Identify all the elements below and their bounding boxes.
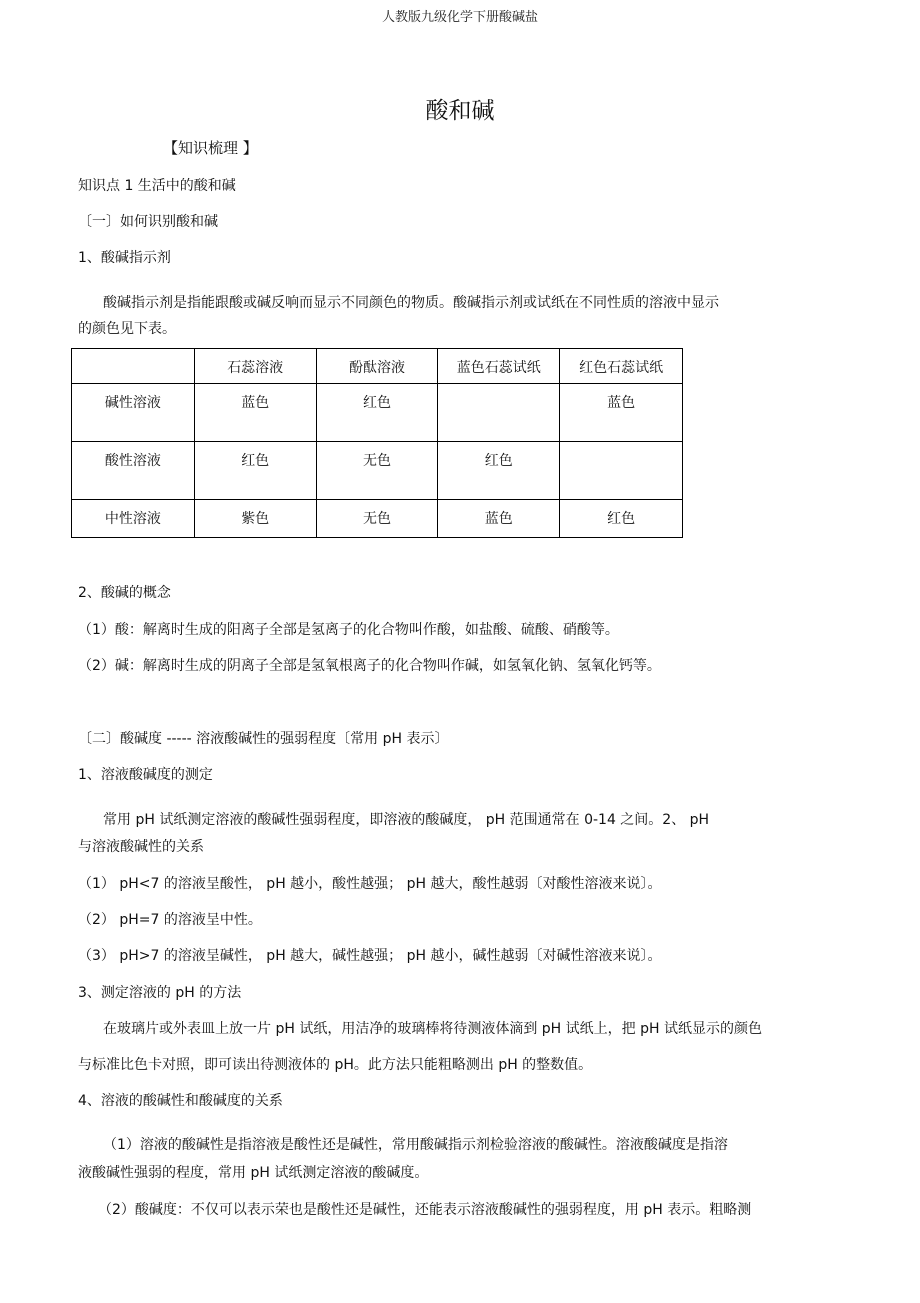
indicator-color-table (71, 348, 683, 538)
acid-definition: （1）酸：解离时生成的阳离子全部是氢离子的化合物叫作酸，如盐酸、硫酸、硝酸等。 (78, 622, 619, 638)
ph-relation-basic: （3） pH>7 的溶液呈碱性， pH 越大，碱性越强； pH 越小，碱性越弱〔对碱性溶液来说〕。 (78, 948, 662, 964)
ph-relation-neutral: （2） pH=7 的溶液呈中性。 (78, 912, 262, 928)
table-header-cell: 酚酞溶液 (316, 349, 438, 384)
ph-item-4: 4、溶液的酸碱性和酸碱度的关系 (78, 1093, 283, 1109)
subsection-2: 〔二〕酸碱度 ----- 溶液酸碱性的强弱程度〔常用 pH 表示〕 (78, 731, 449, 747)
table-cell: 蓝色 (438, 500, 560, 538)
table-cell: 无色 (316, 442, 438, 500)
table-cell: 红色 (560, 500, 683, 538)
item-concepts: 2、酸碱的概念 (78, 585, 171, 601)
item-indicators: 1、酸碱指示剂 (78, 250, 171, 266)
table-cell: 蓝色 (560, 384, 683, 442)
table-cell: 无色 (316, 500, 438, 538)
table-row (72, 442, 683, 500)
table-cell: 碱性溶液 (72, 384, 195, 442)
indicator-paragraph-line2: 的颜色见下表。 (78, 321, 176, 337)
method-line1: 在玻璃片或外表皿上放一片 pH 试纸，用洁净的玻璃棒将待测液体滴到 pH 试纸上，把 pH 试纸显示的颜色 (103, 1021, 762, 1037)
table-cell: 紫色 (194, 500, 316, 538)
indicator-paragraph-line1: 酸碱指示剂是指能跟酸或碱反响而显示不同颜色的物质。酸碱指示剂或试纸在不同性质的溶液中显示 (103, 295, 719, 311)
table-row (72, 384, 683, 442)
ph-item-1: 1、溶液酸碱度的测定 (78, 767, 213, 783)
ph-paragraph-line1: 常用 pH 试纸测定溶液的酸碱性强弱程度，即溶液的酸碱度， pH 范围通常在 0-14 之间。2、 pH (103, 812, 710, 828)
page-title: 酸和碱 (425, 98, 495, 124)
relation-paragraph1-line2: 液酸碱性强弱的程度，常用 pH 试纸测定溶液的酸碱度。 (78, 1165, 429, 1181)
table-cell: 中性溶液 (72, 500, 195, 538)
table-cell (438, 384, 560, 442)
relation-paragraph1-line1: （1）溶液的酸碱性是指溶液是酸性还是碱性，常用酸碱指示剂检验溶液的酸碱性。溶液酸碱度是指溶 (103, 1137, 728, 1153)
page-header: 人教版九级化学下册酸碱盐 (381, 10, 538, 25)
table-header-cell: 蓝色石蕊试纸 (438, 349, 560, 384)
ph-paragraph-line2: 与溶液酸碱性的关系 (78, 839, 204, 855)
table-row (72, 500, 683, 538)
table-cell: 红色 (316, 384, 438, 442)
table-cell: 蓝色 (194, 384, 316, 442)
table-cell: 酸性溶液 (72, 442, 195, 500)
table-header-cell (72, 349, 195, 384)
table-cell (560, 442, 683, 500)
table-header-cell: 红色石蕊试纸 (560, 349, 683, 384)
knowledge-point-1: 知识点 1 生活中的酸和碱 (78, 178, 236, 194)
subsection-1: 〔一〕如何识别酸和碱 (78, 214, 218, 230)
table-cell: 红色 (194, 442, 316, 500)
table-header-cell: 石蕊溶液 (194, 349, 316, 384)
base-definition: （2）碱：解离时生成的阴离子全部是氢氧根离子的化合物叫作碱，如氢氧化钠、氢氧化钙等。 (78, 658, 661, 674)
method-line2: 与标准比色卡对照，即可读出待测液体的 pH。此方法只能粗略测出 pH 的整数值。 (78, 1057, 593, 1073)
table-cell: 红色 (438, 442, 560, 500)
ph-relation-acidic: （1） pH<7 的溶液呈酸性， pH 越小，酸性越强； pH 越大，酸性越弱〔对酸性溶液来说〕。 (78, 876, 662, 892)
relation-paragraph2-line1: （2）酸碱度：不仅可以表示荣也是酸性还是碱性，还能表示溶液酸碱性的强弱程度，用 pH 表示。粗略测 (98, 1202, 752, 1218)
ph-item-3: 3、测定溶液的 pH 的方法 (78, 985, 242, 1001)
table-header-row (72, 349, 683, 384)
section-heading: 【知识梳理 】 (163, 139, 258, 157)
